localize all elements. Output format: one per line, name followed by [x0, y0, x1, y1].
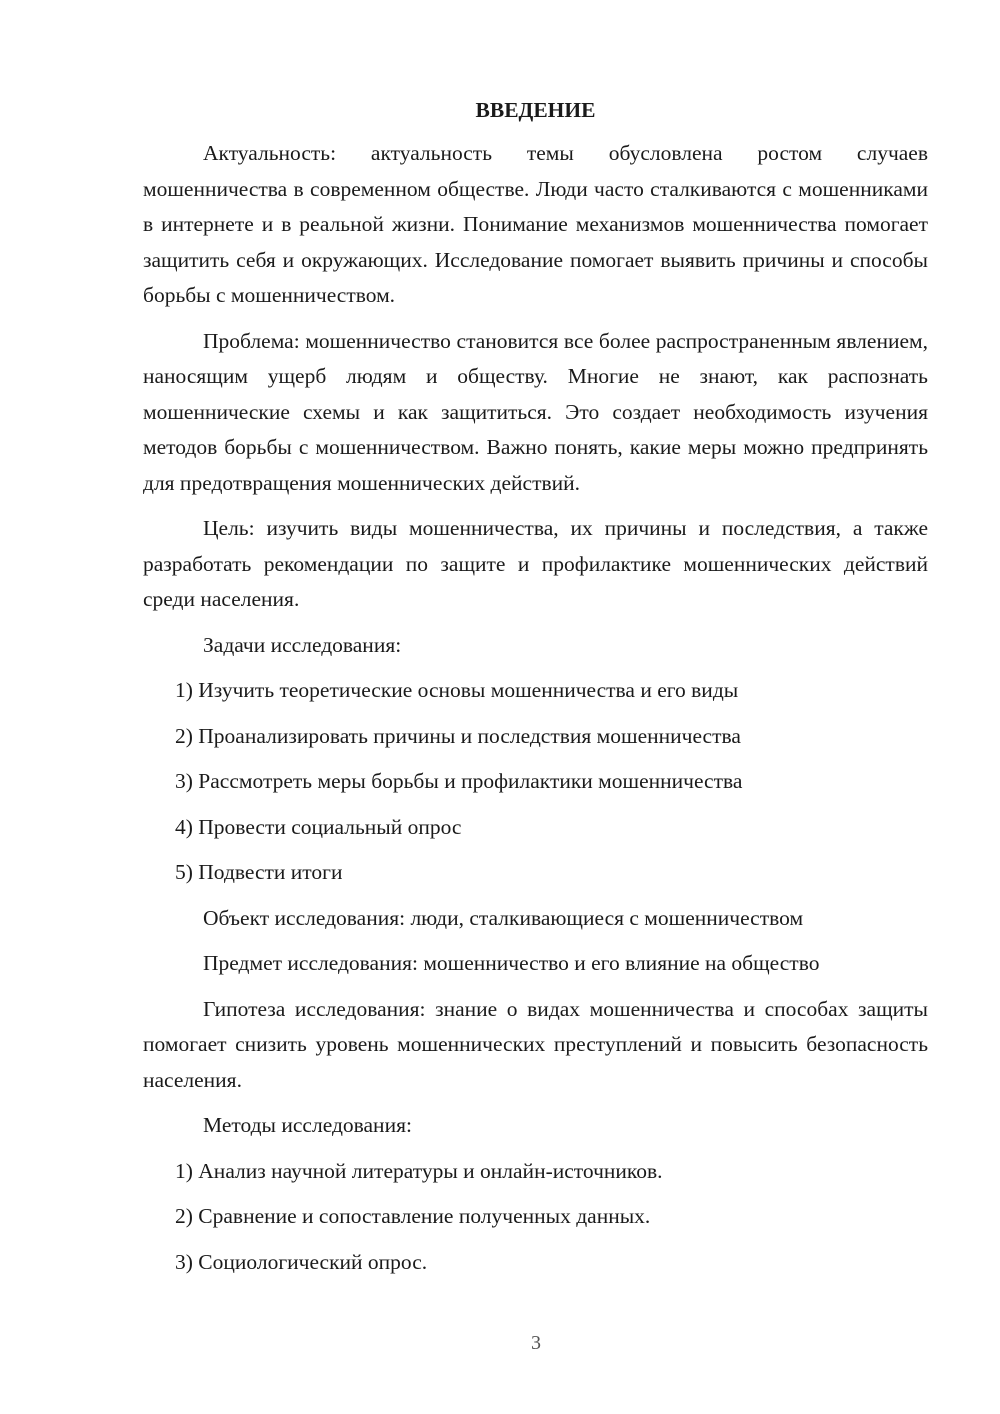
- task-item: 3) Рассмотреть меры борьбы и профилактики мошенничества: [175, 769, 743, 793]
- research-object: Объект исследования: люди, сталкивающиеся с мошенничеством: [203, 905, 804, 930]
- methods-heading: Методы исследования:: [203, 1113, 412, 1137]
- method-item: 2) Сравнение и сопоставление полученных данных.: [175, 1204, 651, 1228]
- task-item: 1) Изучить теоретические основы мошенничества и его виды: [175, 678, 739, 702]
- research-subject: Предмет исследования: мошенничество и его влияние на общество: [203, 951, 820, 975]
- tasks-heading: Задачи исследования:: [203, 632, 402, 657]
- goal-paragraph: Цель: изучить виды мошенничества, их причины и последствия, а также разработать рекомендации по защите и профилактике мошеннических действий среди населения.: [143, 516, 928, 611]
- task-item: 2) Проанализировать причины и последствия мошенничества: [175, 723, 741, 748]
- hypothesis-paragraph: Гипотеза исследования: знание о видах мошенничества и способах защиты помогает снизить уровень мошеннических преступлений и повысить безопасность населения.: [143, 996, 928, 1092]
- task-item: 5) Подвести итоги: [175, 860, 343, 884]
- page-number: 3: [531, 1332, 541, 1354]
- page-content: [143, 92, 928, 1290]
- task-item: 4) Провести социальный опрос: [175, 814, 462, 839]
- method-item: 1) Анализ научной литературы и онлайн-источников.: [175, 1158, 663, 1183]
- method-item: 3) Социологический опрос.: [175, 1249, 428, 1274]
- relevance-paragraph: Актуальность: актуальность темы обусловлена ростом случаев мошенничества в современном обществе. Люди часто сталкиваются с мошенниками в интернете и в реальной жизни. Понимание механизмов мошенничества помогает защитить себя и окружающих. Исследование помогает выявить причины и способы борьбы с мошенничеством.: [143, 141, 928, 307]
- problem-paragraph: Проблема: мошенничество становится все более распространенным явлением, наносящим ущерб людям и обществу. Многие не знают, как распознать мошеннические схемы и как защититься. Это создает необходимость изучения методов борьбы с мошенничеством. Важно понять, какие меры можно предпринять для предотвращения мошеннических действий.: [143, 328, 928, 495]
- section-title: ВВЕДЕНИЕ: [475, 98, 596, 122]
